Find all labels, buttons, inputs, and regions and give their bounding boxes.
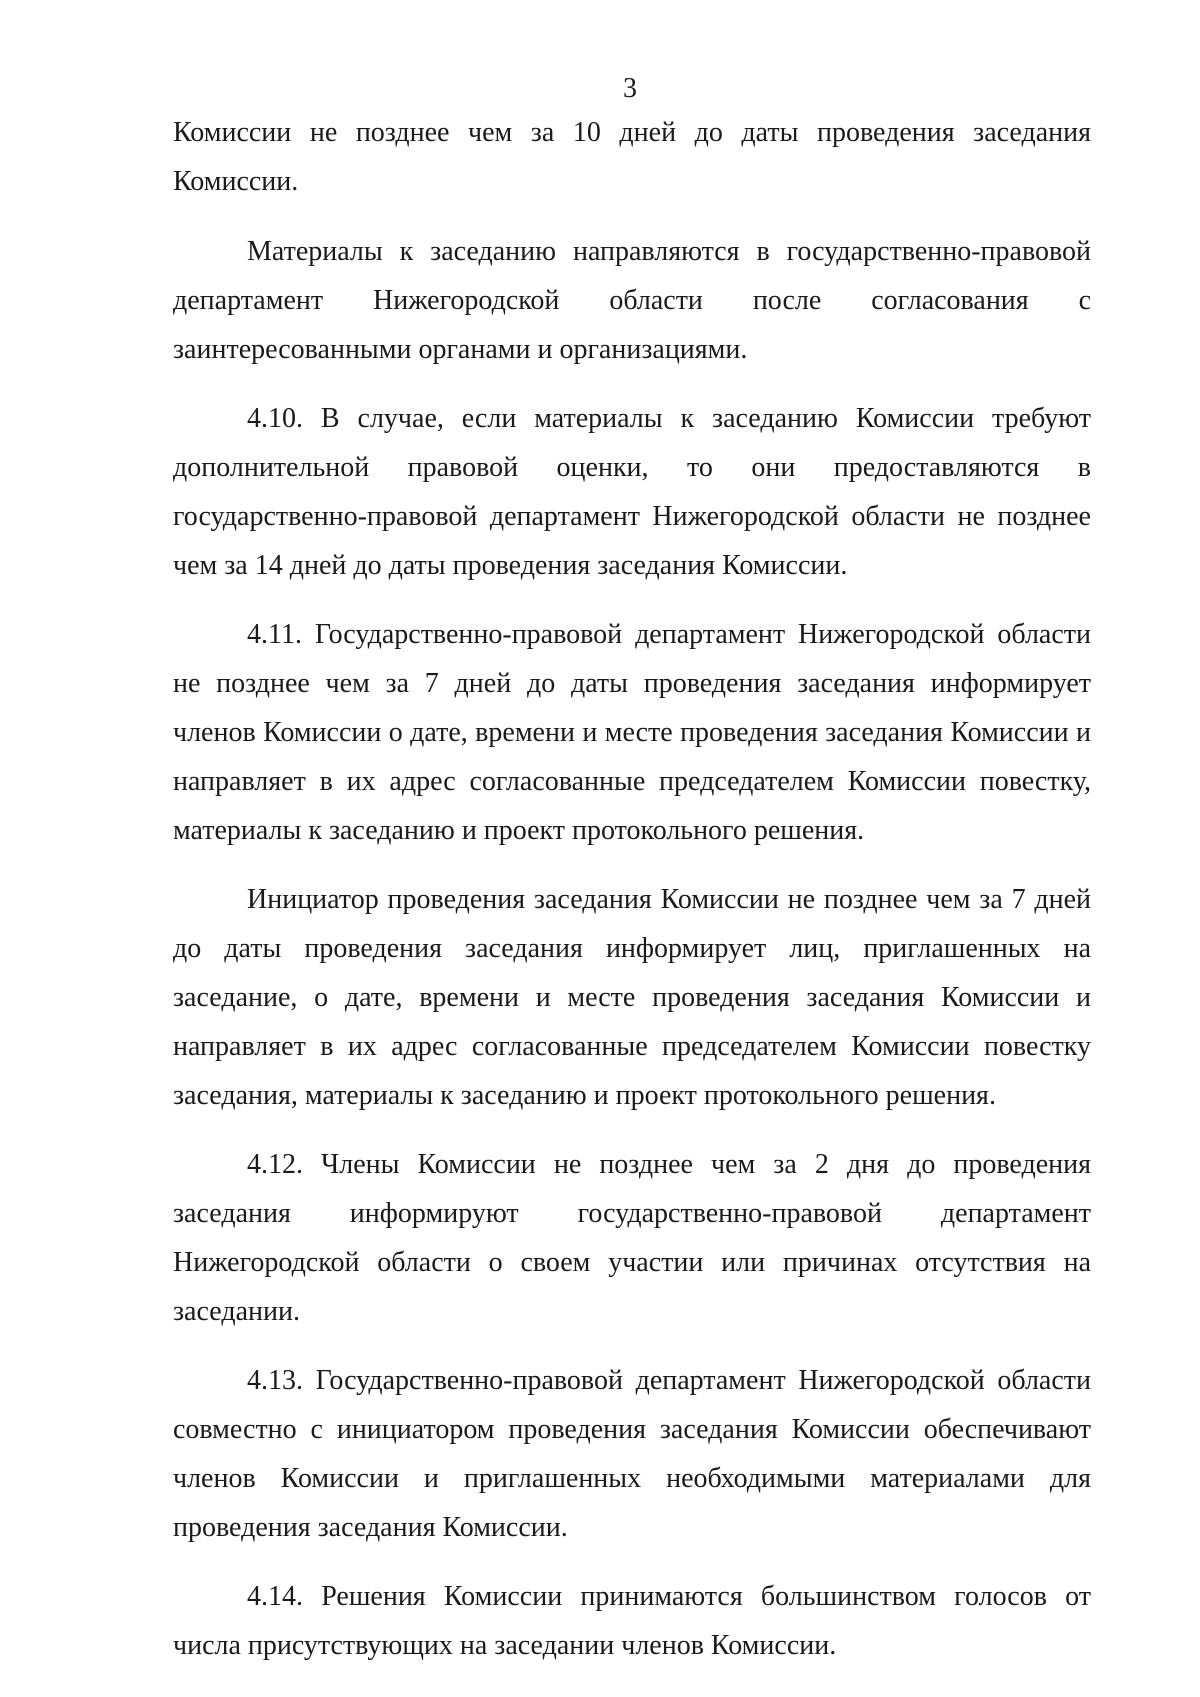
paragraph-4-13: 4.13. Государственно-правовой департамент Нижегородской области совместно с инициатором проведения заседания Комиссии обеспечивают членов Комиссии и приглашенных необходимыми материалами для проведения заседания Комиссии. <box>173 1365 1091 1543</box>
paragraph-4-14: 4.14. Решения Комиссии принимаются большинством голосов от числа присутствующих на заседании членов Комиссии. <box>173 1581 1091 1661</box>
paragraph-4-10: 4.10. В случае, если материалы к заседанию Комиссии требуют дополнительной правовой оценки, то они предоставляются в государственно-правовой департамент Нижегородской области не позднее чем за 14 дней до даты проведения заседания Комиссии. <box>173 403 1091 581</box>
paragraph-4-12: 4.12. Члены Комиссии не позднее чем за 2 дня до проведения заседания информируют государственно-правовой департамент Нижегородской области о своем участии или причинах отсутствия на заседании. <box>173 1149 1091 1327</box>
paragraph-materials: Материалы к заседанию направляются в государственно-правовой департамент Нижегородской области после согласования с заинтересованными органами и организациями. <box>173 236 1091 365</box>
paragraph-continuation: Комиссии не позднее чем за 10 дней до даты проведения заседания Комиссии. <box>173 117 1091 197</box>
paragraph-initiator: Инициатор проведения заседания Комиссии не позднее чем за 7 дней до даты проведения заседания информирует лиц, приглашенных на заседание, о дате, времени и месте проведения заседания Комиссии и направляет в их адрес согласованные председателем Комиссии повестку заседания, материалы к заседанию и проект протокольного решения. <box>173 884 1091 1111</box>
page-number: 3 <box>623 73 637 104</box>
paragraph-4-11: 4.11. Государственно-правовой департамент Нижегородской области не позднее чем за 7 дней до даты проведения заседания информирует членов Комиссии о дате, времени и месте проведения заседания Комиссии и направляет в их адрес согласованные председателем Комиссии повестку, материалы к заседанию и проект протокольного решения. <box>173 619 1091 846</box>
document-body <box>173 108 1091 1670</box>
